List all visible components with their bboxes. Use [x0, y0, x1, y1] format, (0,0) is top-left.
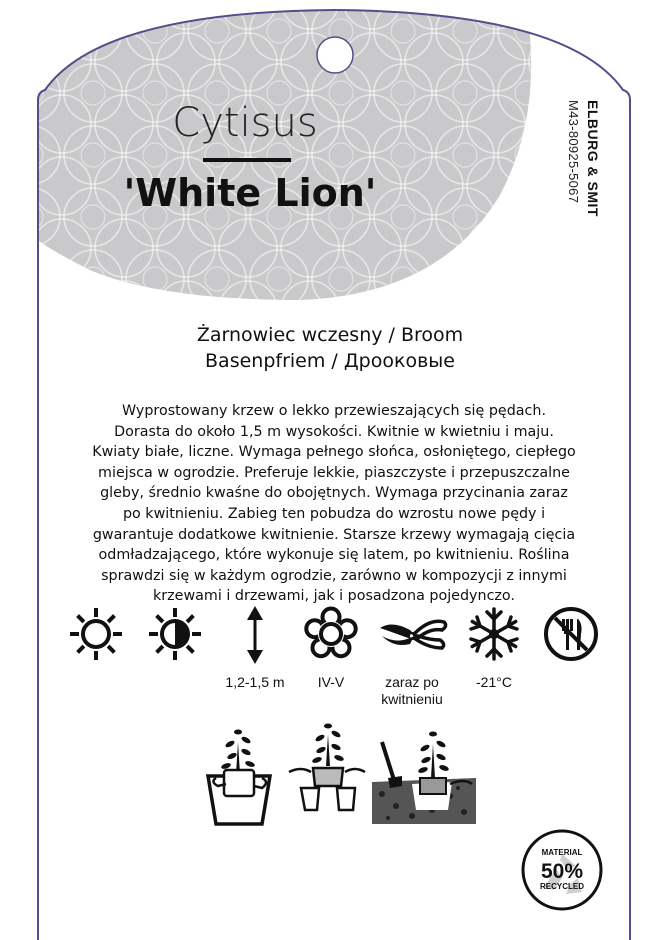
pruning-shears-icon	[378, 614, 448, 656]
plant-cultivar: 'White Lion'	[123, 171, 377, 215]
plant-genus: Cytisus	[172, 100, 318, 146]
plant-in-ground-icon	[372, 722, 476, 826]
description-line: gwarantuje dodatkowe kwitnienie. Starsze krzewy wymagają cięcia	[92, 526, 576, 543]
height-caption: 1,2-1,5 m	[225, 674, 285, 690]
snowflake-icon	[466, 606, 522, 662]
description-line: gleby, średnio kwaśne do obojętnych. Wymaga przycinania zaraz	[100, 485, 568, 502]
description-line: miejsca w ogrodzie. Preferuje lekkie, piaszczyste i przepuszczalne	[98, 464, 570, 481]
hang-hole	[317, 37, 353, 73]
common-names-line-2: Basenpfriem / Дрооковые	[205, 350, 455, 372]
badge-percent-text: 50%	[540, 860, 584, 883]
not-edible-icon	[543, 606, 599, 662]
pruning-caption	[362, 674, 462, 708]
description-line: po kwitnieniu. Zabieg ten pobudza do wzrostu nowe pędy i	[122, 505, 546, 522]
remove-pot-icon	[287, 722, 367, 816]
product-code: M43-80925-5067	[566, 100, 581, 204]
flowering-caption: IV-V	[317, 674, 345, 690]
height-arrow-icon	[240, 604, 270, 666]
pruning-caption-line-1: zaraz po	[385, 674, 439, 690]
water-pot-icon	[196, 722, 282, 826]
description-line: sprawdzi się w każdym ogrodzie, zarówno w kompozycji z innymi	[101, 567, 567, 584]
gray-pattern-area	[38, 0, 531, 300]
recycled-material-badge	[520, 828, 604, 912]
brand-name: ELBURG & SMIT	[585, 100, 601, 217]
description-line: krzewami i drzewami, jak i posadzona pojedynczo.	[153, 588, 515, 605]
badge-bottom-text: RECYCLED	[539, 882, 585, 891]
badge-top-text: MATERIAL	[541, 848, 583, 857]
description-line: Kwiaty białe, liczne. Wymaga pełnego słońca, osłoniętego, ciepłego	[92, 444, 576, 461]
common-names	[150, 322, 510, 374]
pruning-caption-line-2: kwitnieniu	[381, 691, 443, 707]
plant-description	[60, 401, 608, 607]
common-names-line-1: Żarnowiec wczesny / Broom	[196, 324, 464, 346]
description-line: Wyprostowany krzew o lekko przewieszających się pędach.	[121, 403, 547, 419]
description-line: odmładzającego, które wykonuje się latem, po kwitnieniu. Roślina	[98, 547, 570, 564]
half-shade-icon	[147, 606, 203, 662]
description-line: Dorasta do około 1,5 m wysokości. Kwitnie w kwietniu i maju.	[114, 423, 554, 440]
title-divider	[203, 158, 291, 162]
full-sun-icon	[68, 606, 124, 662]
flower-icon	[303, 606, 359, 662]
hardiness-caption: -21°C	[476, 674, 512, 690]
